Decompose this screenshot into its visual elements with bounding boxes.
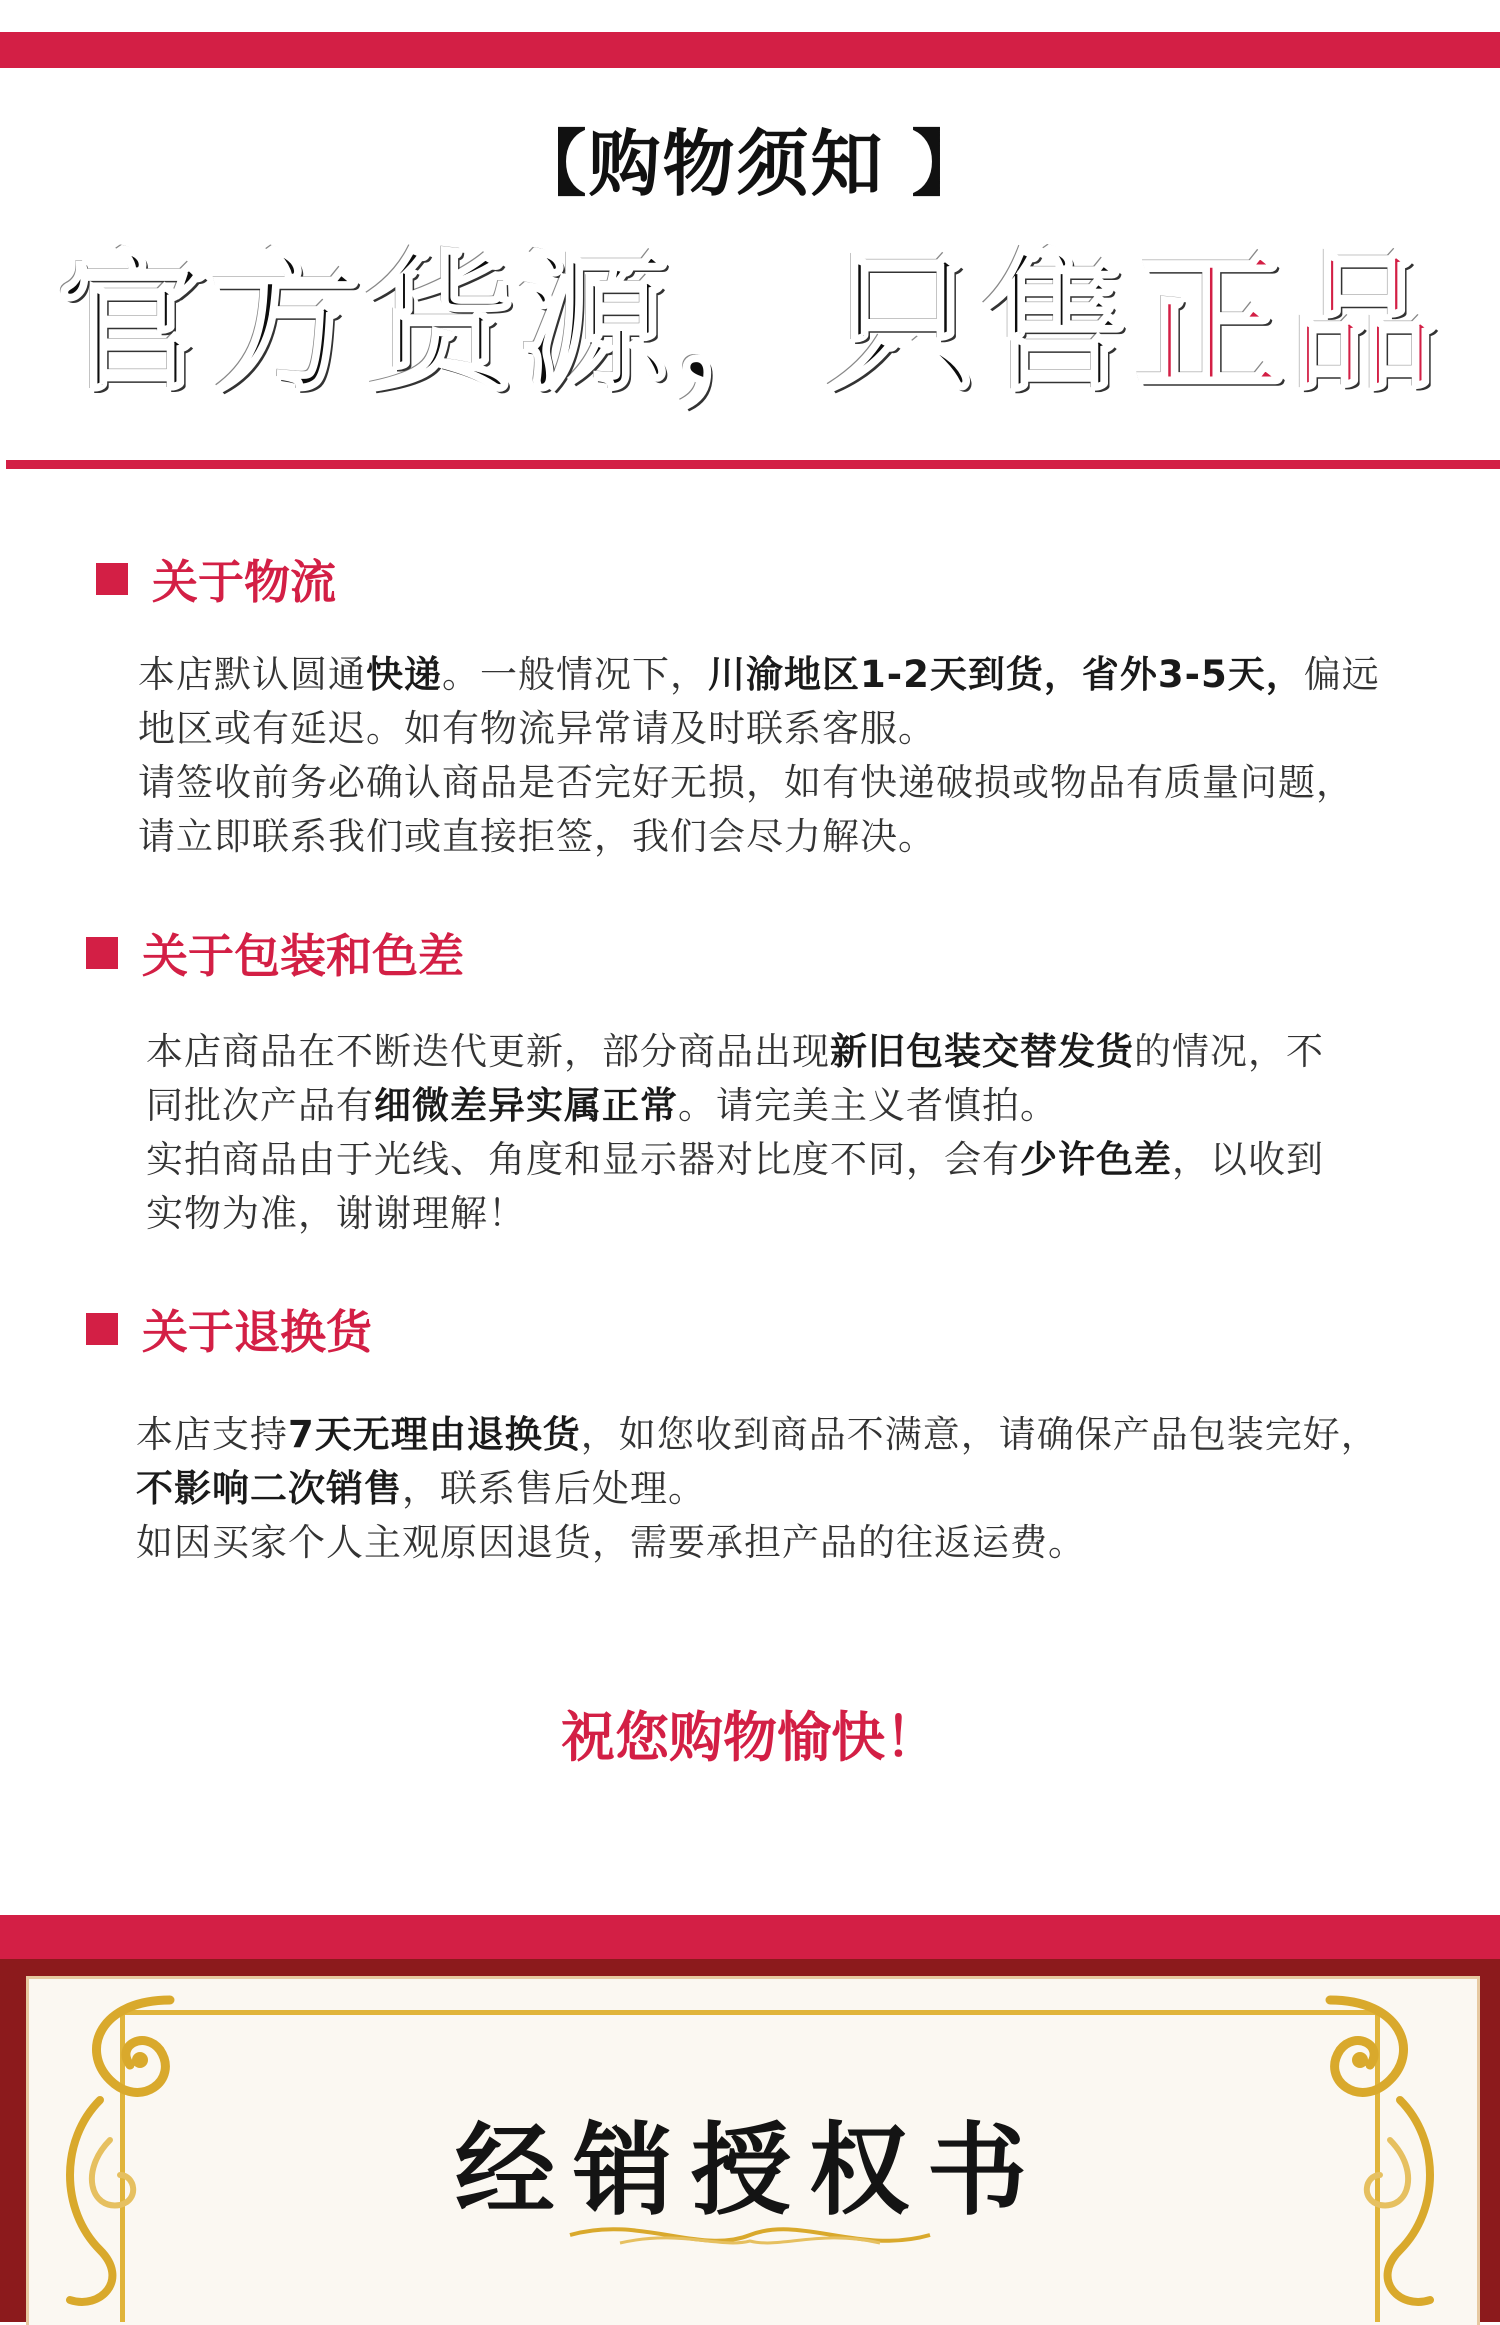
body-text: 本店默认圆通 bbox=[138, 653, 366, 696]
body-text: 请签收前务必确认商品是否完好无损，如有快递破损或物品有质量问题， bbox=[138, 761, 1354, 804]
section-heading-returns bbox=[86, 1296, 372, 1362]
section-body-returns bbox=[136, 1408, 1379, 1570]
paragraph-line bbox=[136, 1516, 1379, 1570]
headline-red: 正品 bbox=[1135, 238, 1444, 412]
body-text: ，以收到 bbox=[1172, 1138, 1324, 1181]
paragraph-line bbox=[138, 702, 1380, 756]
emphasis-text: 快递 bbox=[366, 653, 442, 696]
section-body-logistics bbox=[138, 648, 1380, 864]
headline bbox=[0, 240, 1500, 410]
emphasis-text: 不影响二次销售 bbox=[136, 1467, 402, 1510]
paragraph-line bbox=[146, 1187, 1324, 1241]
emphasis-text: 新旧包装交替发货 bbox=[830, 1030, 1134, 1073]
body-text: 实物为准，谢谢理解！ bbox=[146, 1192, 526, 1235]
paragraph-line bbox=[146, 1133, 1324, 1187]
body-text: 偏远 bbox=[1303, 653, 1380, 696]
emphasis-text: 川渝地区1-2天到货，省外3-5天， bbox=[708, 653, 1304, 696]
body-text: 地区或有延迟。如有物流异常请及时联系客服。 bbox=[138, 707, 936, 750]
emphasis-text: 7天无理由退换货 bbox=[288, 1413, 581, 1456]
section-heading-text: 关于退换货 bbox=[142, 1305, 372, 1359]
emphasis-text: 少许色差 bbox=[1020, 1138, 1172, 1181]
square-bullet-icon bbox=[86, 937, 118, 969]
headline-black: 官方货源，只售 bbox=[56, 238, 1135, 412]
body-text: 同批次产品有 bbox=[146, 1084, 374, 1127]
square-bullet-icon bbox=[96, 563, 128, 595]
body-text: 。请完美主义者慎拍。 bbox=[678, 1084, 1058, 1127]
body-text: 的情况，不 bbox=[1134, 1030, 1324, 1073]
body-text: 请立即联系我们或直接拒签，我们会尽力解决。 bbox=[138, 815, 936, 858]
notice-title: 【购物须知 】 bbox=[514, 122, 986, 206]
body-text: 实拍商品由于光线、角度和显示器对比度不同，会有 bbox=[146, 1138, 1020, 1181]
top-red-bar bbox=[0, 32, 1500, 68]
section-heading-text: 关于物流 bbox=[152, 555, 336, 609]
paragraph-line bbox=[136, 1462, 1379, 1516]
body-text: 本店支持 bbox=[136, 1413, 288, 1456]
gold-flourish-divider-icon bbox=[560, 2215, 940, 2255]
body-text: 如因买家个人主观原因退货，需要承担产品的往返运费。 bbox=[136, 1521, 1086, 1564]
section-body-packaging bbox=[146, 1025, 1324, 1241]
emphasis-text: 细微差异实属正常 bbox=[374, 1084, 678, 1127]
certificate-title: 经销授权书 bbox=[455, 2111, 1045, 2229]
paragraph-line bbox=[138, 810, 1380, 864]
body-text: 本店商品在不断迭代更新，部分商品出现 bbox=[146, 1030, 830, 1073]
body-text: 。一般情况下， bbox=[442, 653, 708, 696]
section-heading-packaging bbox=[86, 920, 464, 986]
paragraph-line bbox=[138, 648, 1380, 702]
body-text: ，如您收到商品不满意，请确保产品包装完好， bbox=[580, 1413, 1379, 1456]
divider-red-line bbox=[6, 460, 1500, 469]
certificate-gold-border-top bbox=[120, 2010, 1380, 2015]
square-bullet-icon bbox=[86, 1313, 118, 1345]
section-heading-text: 关于包装和色差 bbox=[142, 929, 464, 983]
paragraph-line bbox=[146, 1025, 1324, 1079]
bottom-red-bar bbox=[0, 1915, 1500, 1959]
paragraph-line bbox=[136, 1408, 1379, 1462]
body-text: ，联系售后处理。 bbox=[402, 1467, 706, 1510]
paragraph-line bbox=[138, 756, 1380, 810]
section-heading-logistics bbox=[96, 546, 336, 612]
paragraph-line bbox=[146, 1079, 1324, 1133]
closing-message: 祝您购物愉快！ bbox=[561, 1706, 939, 1769]
